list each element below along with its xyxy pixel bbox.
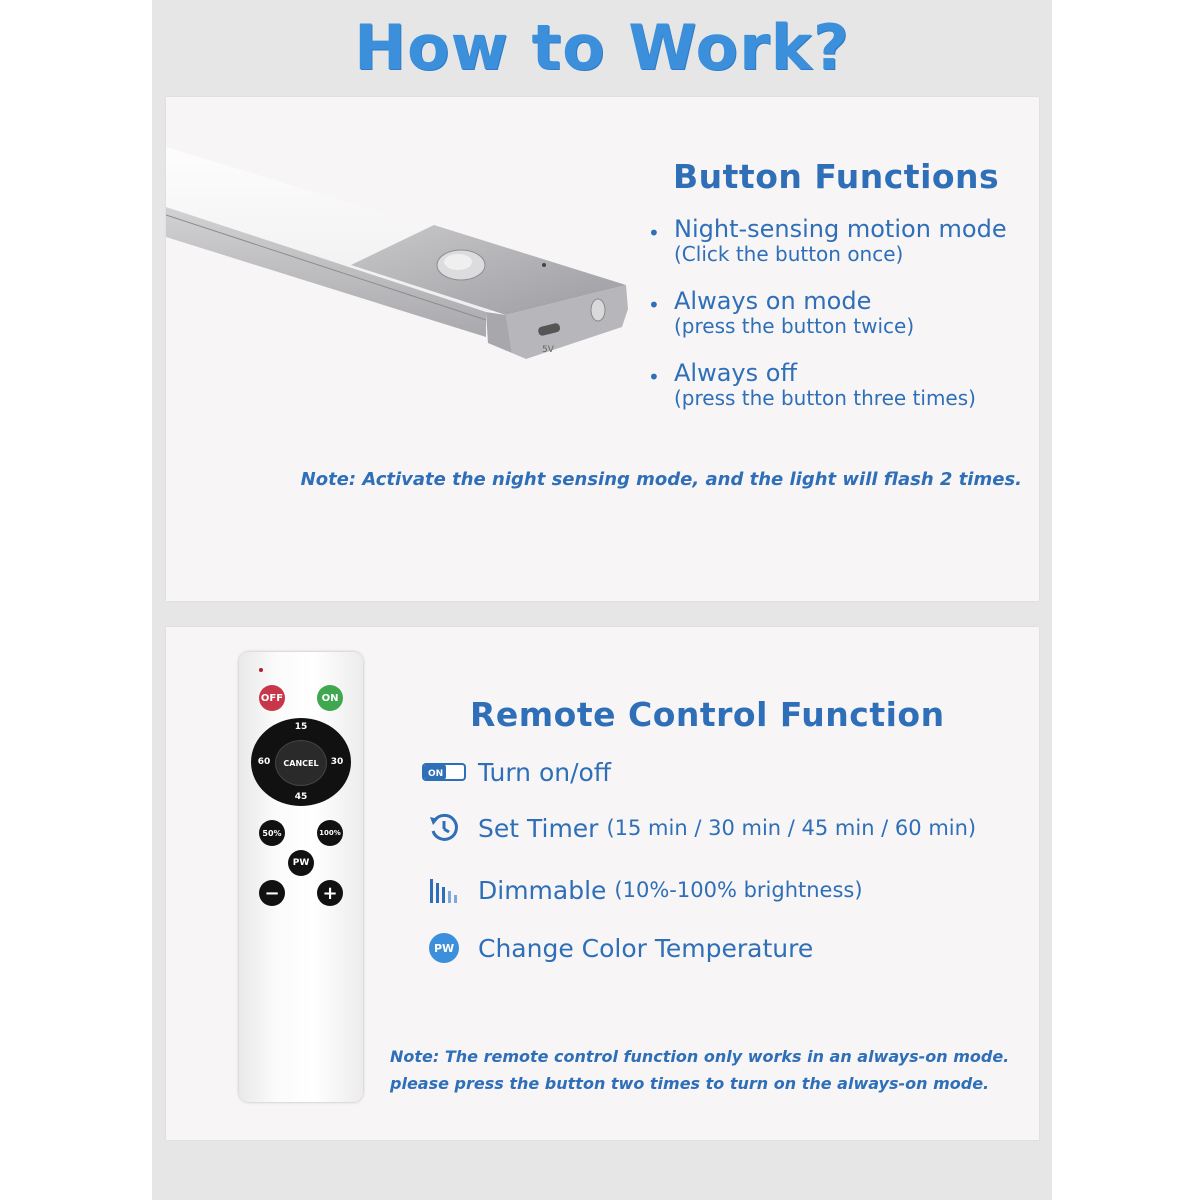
night-sensing-note: Note: Activate the night sensing mode, and the light will flash 2 times.: [300, 469, 1022, 490]
note-line-1: Note: The remote control function only works in an always-on mode.: [390, 1047, 1010, 1066]
mode-label: Night-sensing motion mode: [674, 215, 1007, 243]
timer-30-button: 30: [330, 757, 344, 767]
plus-button: +: [317, 880, 343, 906]
remote-control-panel: [166, 627, 1039, 1140]
remote-control-note: [390, 1043, 1010, 1097]
cancel-button: CANCEL: [275, 740, 327, 786]
button-functions-panel: [166, 97, 1039, 601]
toggle-icon: [422, 755, 466, 789]
feature-label: Change Color Temperature: [478, 933, 814, 963]
brightness-icon: [422, 873, 466, 907]
mode-instruction: (press the button three times): [674, 386, 976, 410]
brightness-100-button: 100%: [317, 820, 343, 846]
button-functions-list: [646, 215, 1026, 427]
minus-button: −: [259, 880, 285, 906]
timer-45-button: 45: [294, 792, 308, 802]
feature-label: Turn on/off: [478, 757, 612, 787]
feature-label: Set Timer: [478, 813, 599, 843]
list-item: • Always on mode (press the button twice): [646, 287, 1026, 337]
list-item: • Night-sensing motion mode (Click the button once): [646, 215, 1026, 265]
brightness-50-button: 50%: [259, 820, 285, 846]
port-label: 5V: [542, 345, 554, 355]
timer-60-button: 60: [257, 757, 271, 767]
pw-icon: [422, 931, 466, 965]
off-button: OFF: [259, 685, 285, 711]
list-item: [422, 755, 611, 789]
button-functions-title: Button Functions: [673, 157, 1000, 196]
timer-icon: [422, 811, 466, 845]
page-title: How to Work?: [354, 11, 850, 84]
svg-text:ON: ON: [428, 769, 444, 779]
led-light-bar-image: [166, 137, 646, 397]
list-item: • Always off (press the button three times): [646, 359, 1026, 409]
list-item: [422, 931, 813, 965]
feature-label: Dimmable: [478, 875, 607, 905]
list-item: [422, 811, 976, 845]
note-line-2: please press the button two times to turn on the always-on mode.: [390, 1074, 990, 1093]
remote-control-image: [239, 652, 363, 1102]
mode-label: Always on mode: [674, 287, 872, 315]
mode-instruction: (press the button twice): [674, 314, 915, 338]
mode-instruction: (Click the button once): [674, 242, 904, 266]
pw-button: PW: [288, 850, 314, 876]
svg-text:PW: PW: [434, 942, 455, 955]
timer-15-button: 15: [294, 722, 308, 732]
remote-control-title: Remote Control Function: [470, 695, 945, 734]
feature-detail: (10%-100% brightness): [614, 878, 863, 902]
mode-label: Always off: [674, 359, 797, 387]
list-item: [422, 873, 863, 907]
feature-detail: (15 min / 30 min / 45 min / 60 min): [606, 816, 977, 840]
on-button: ON: [317, 685, 343, 711]
indicator-led: [259, 668, 263, 672]
